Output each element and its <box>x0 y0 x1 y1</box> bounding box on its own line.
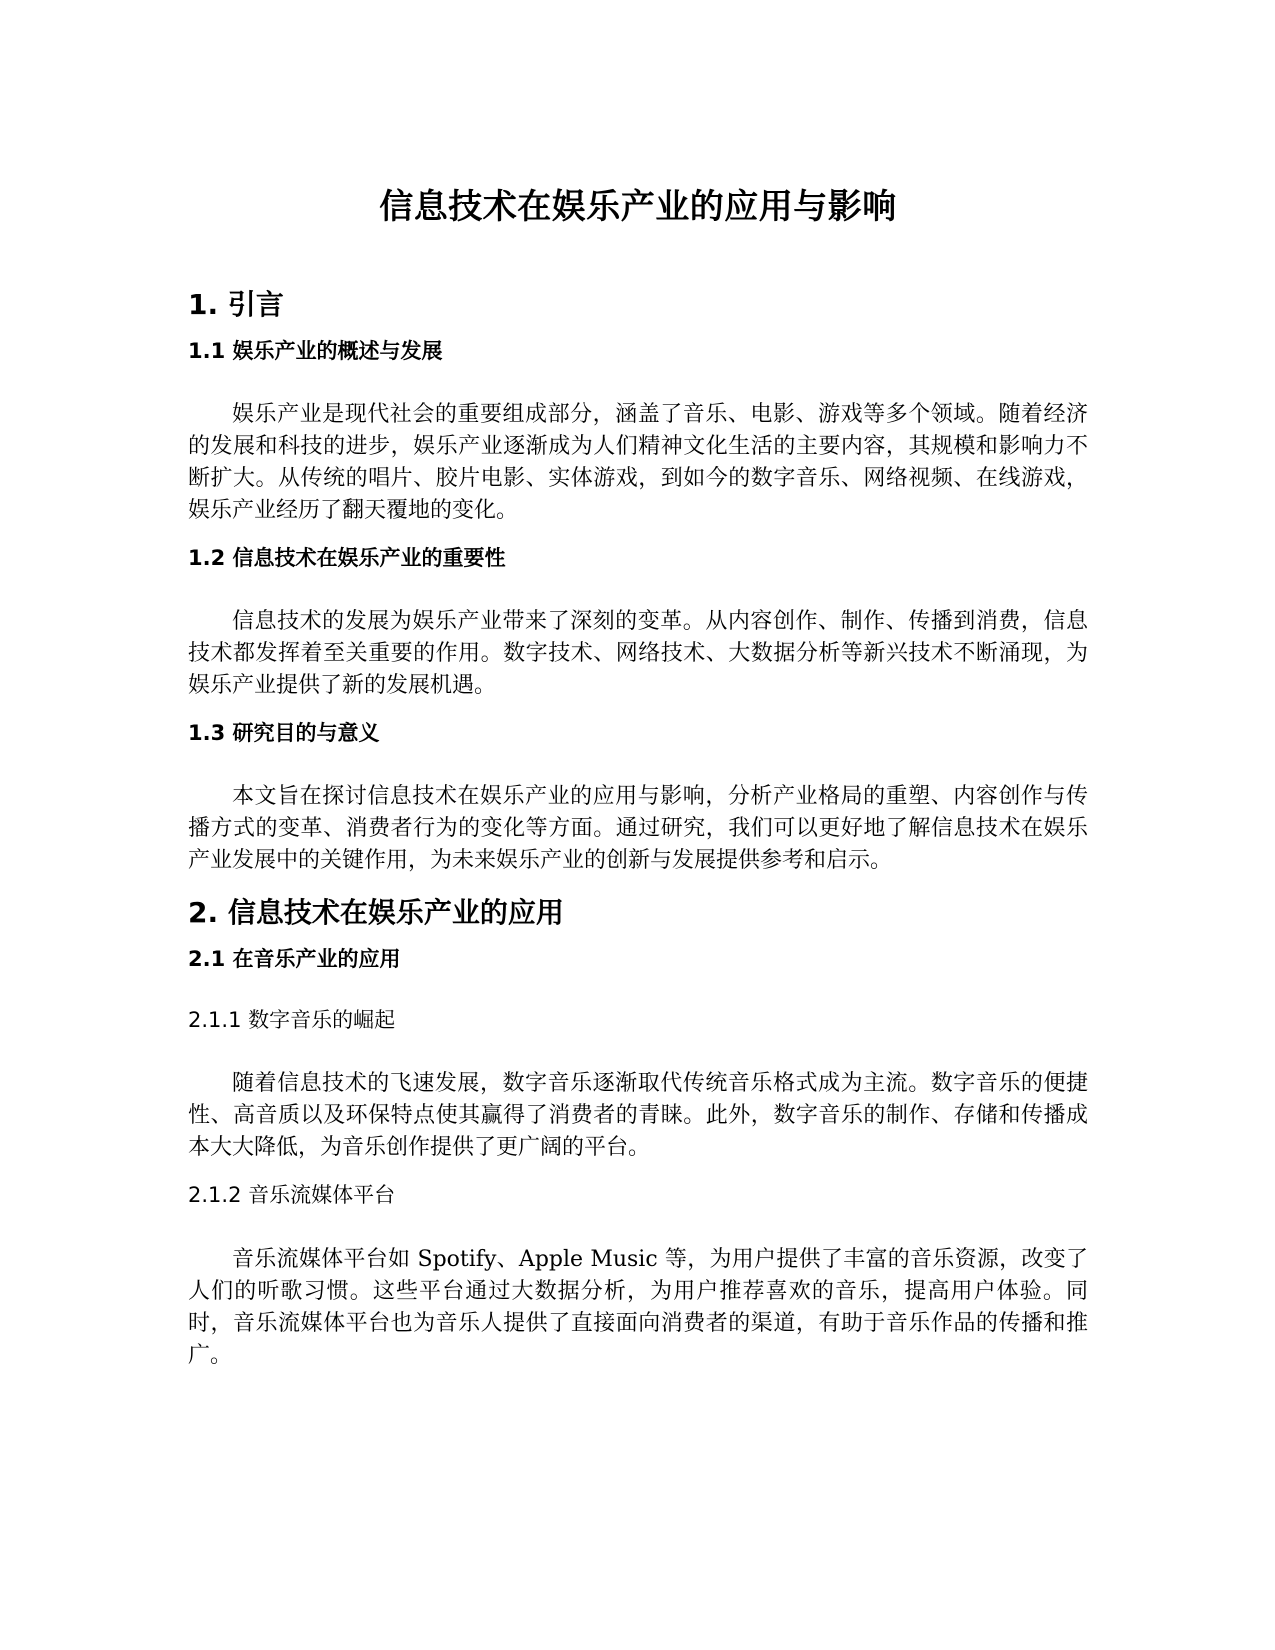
section-2-1-heading: 2.1 在音乐产业的应用 <box>188 946 401 971</box>
document-title: 信息技术在娱乐产业的应用与影响 <box>379 187 897 227</box>
section-1-2-heading: 1.2 信息技术在娱乐产业的重要性 <box>188 545 506 570</box>
section-2-heading: 2. 信息技术在娱乐产业的应用 <box>188 896 564 930</box>
section-1-heading: 1. 引言 <box>188 288 284 322</box>
section-1-2-paragraph: 信息技术的发展为娱乐产业带来了深刻的变革。从内容创作、制作、传播到消费，信息技术都发挥着至关重要的作用。数字技术、网络技术、大数据分析等新兴技术不断涌现，为娱乐产业提供了新的发展机遇。 <box>188 609 1088 699</box>
section-1-1-paragraph: 娱乐产业是现代社会的重要组成部分，涵盖了音乐、电影、游戏等多个领域。随着经济的发展和科技的进步，娱乐产业逐渐成为人们精神文化生活的主要内容，其规模和影响力不断扩大。从传统的唱片、胶片电影、实体游戏，到如今的数字音乐、网络视频、在线游戏，娱乐产业经历了翻天覆地的变化。 <box>188 401 1088 523</box>
document-page <box>188 185 1088 1372</box>
section-2-1-1-paragraph: 随着信息技术的飞速发展，数字音乐逐渐取代传统音乐格式成为主流。数字音乐的便捷性、高音质以及环保特点使其赢得了消费者的青睐。此外，数字音乐的制作、存储和传播成本大大降低，为音乐创作提供了更广阔的平台。 <box>188 1071 1088 1161</box>
section-1-1-heading: 1.1 娱乐产业的概述与发展 <box>188 338 443 363</box>
section-2-1-2-paragraph: 音乐流媒体平台如 Spotify、Apple Music 等，为用户提供了丰富的音乐资源，改变了人们的听歌习惯。这些平台通过大数据分析，为用户推荐喜欢的音乐，提高用户体验。同时，音乐流媒体平台也为音乐人提供了直接面向消费者的渠道，有助于音乐作品的传播和推广。 <box>188 1246 1088 1368</box>
section-1-3-paragraph: 本文旨在探讨信息技术在娱乐产业的应用与影响，分析产业格局的重塑、内容创作与传播方式的变革、消费者行为的变化等方面。通过研究，我们可以更好地了解信息技术在娱乐产业发展中的关键作用，为未来娱乐产业的创新与发展提供参考和启示。 <box>188 784 1088 874</box>
section-2-1-1-heading: 2.1.1 数字音乐的崛起 <box>188 1008 396 1033</box>
section-1-3-heading: 1.3 研究目的与意义 <box>188 721 380 746</box>
section-2-1-2-heading: 2.1.2 音乐流媒体平台 <box>188 1183 396 1208</box>
